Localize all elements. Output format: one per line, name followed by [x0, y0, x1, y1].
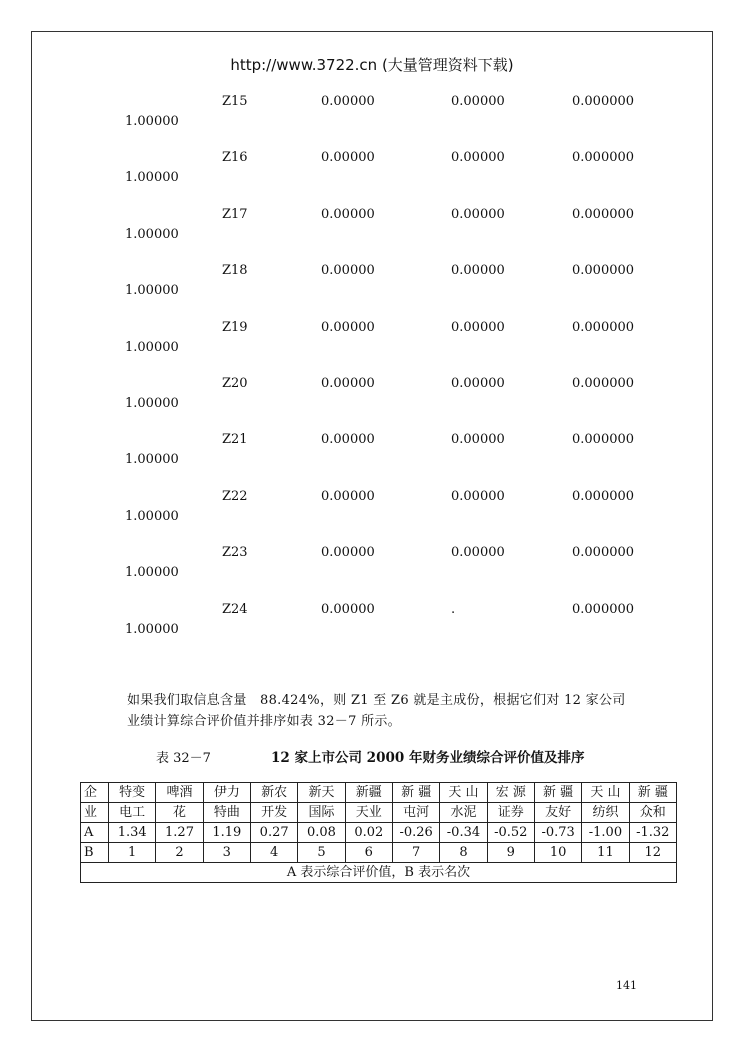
score-cell: -0.26	[392, 823, 439, 843]
z-label: Z19	[222, 319, 248, 335]
table-caption: 表 32－7	[156, 751, 211, 766]
company-name-cell: 天业	[345, 803, 392, 823]
table-row	[81, 783, 677, 803]
z-value: 0.00000	[451, 319, 505, 335]
score-cell: 1.34	[109, 823, 156, 843]
rank-cell: 7	[392, 843, 439, 863]
z-label: Z21	[222, 432, 248, 448]
company-name-cell: 花	[156, 803, 203, 823]
z-value: 0.00000	[321, 545, 375, 561]
body-paragraph: 如果我们取信息含量 88.424%，则 Z1 至 Z6 就是主成份，根据它们对 12 家公司业绩计算综合评价值并排序如表 32－7 所示。	[127, 693, 626, 729]
rank-cell: 3	[203, 843, 250, 863]
rank-cell: 1	[109, 843, 156, 863]
z-value: 1.00000	[125, 114, 179, 129]
company-name-cell: 宏 源	[487, 783, 534, 803]
z-value: 0.00000	[321, 263, 375, 279]
rank-cell: 2	[156, 843, 203, 863]
z-label: Z16	[222, 150, 248, 166]
table-row	[81, 863, 677, 883]
score-cell: -0.73	[534, 823, 581, 843]
z-value: 0.00000	[321, 488, 375, 504]
z-value: 0.000000	[572, 150, 635, 166]
z-value: 0.000000	[572, 263, 635, 279]
z-value: 0.00000	[321, 376, 375, 391]
score-cell: -1.00	[582, 823, 629, 843]
table-row	[81, 843, 677, 863]
z-value: 0.00000	[451, 432, 505, 448]
z-value: 0.00000	[321, 150, 375, 166]
z-label: Z22	[222, 488, 248, 504]
company-name-cell: 特曲	[203, 803, 250, 823]
score-cell: 1.19	[203, 823, 250, 843]
company-name-cell: 伊力	[203, 783, 250, 803]
row-label-b: B	[81, 843, 109, 863]
z-value: 1.00000	[125, 170, 179, 186]
z-value: 0.00000	[321, 319, 375, 335]
score-cell: 1.27	[156, 823, 203, 843]
z-row	[0, 94, 744, 134]
z-label: Z20	[222, 376, 248, 391]
score-cell: -1.32	[629, 823, 676, 843]
z-value: 0.000000	[572, 94, 635, 109]
z-value: 0.00000	[321, 94, 375, 109]
z-value: 0.00000	[321, 206, 375, 222]
company-name-cell: 天 山	[440, 783, 487, 803]
z-value: 1.00000	[125, 283, 179, 299]
z-value: .	[451, 601, 456, 617]
company-name-cell: 证券	[487, 803, 534, 823]
score-cell: 0.27	[250, 823, 297, 843]
z-value: 0.000000	[572, 432, 635, 448]
company-name-cell: 新 疆	[534, 783, 581, 803]
rank-cell: 8	[440, 843, 487, 863]
z-value: 1.00000	[125, 565, 179, 581]
company-name-cell: 新疆	[345, 783, 392, 803]
z-label: Z24	[222, 601, 248, 617]
z-row	[0, 432, 744, 472]
z-value: 0.000000	[572, 488, 635, 504]
z-row	[0, 489, 744, 529]
z-value: 1.00000	[125, 621, 179, 637]
rank-cell: 5	[298, 843, 345, 863]
z-value: 1.00000	[125, 508, 179, 524]
z-row	[0, 263, 744, 303]
rank-cell: 12	[629, 843, 676, 863]
z-value: 0.000000	[572, 206, 635, 222]
z-value: 0.00000	[451, 94, 505, 109]
company-name-cell: 开发	[250, 803, 297, 823]
company-name-cell: 特变	[109, 783, 156, 803]
z-value: 0.00000	[451, 376, 505, 391]
company-name-cell: 新 疆	[629, 783, 676, 803]
z-label: Z17	[222, 206, 248, 222]
company-name-cell: 天 山	[582, 783, 629, 803]
z-value: 1.00000	[125, 226, 179, 242]
rank-cell: 9	[487, 843, 534, 863]
rank-cell: 4	[250, 843, 297, 863]
score-cell: 0.08	[298, 823, 345, 843]
z-value: 1.00000	[125, 452, 179, 468]
z-value: 0.00000	[451, 488, 505, 504]
row-label-a: A	[81, 823, 109, 843]
z-value: 0.00000	[451, 150, 505, 166]
z-row	[0, 207, 744, 247]
z-value: 0.00000	[451, 545, 505, 561]
z-row	[0, 150, 744, 190]
score-cell: -0.52	[487, 823, 534, 843]
company-name-cell: 电工	[109, 803, 156, 823]
z-row	[0, 320, 744, 360]
z-value: 0.000000	[572, 601, 635, 617]
z-label: Z18	[222, 263, 248, 279]
company-name-cell: 众和	[629, 803, 676, 823]
company-name-cell: 水泥	[440, 803, 487, 823]
rank-cell: 10	[534, 843, 581, 863]
z-value: 0.00000	[321, 432, 375, 448]
rank-cell: 11	[582, 843, 629, 863]
z-row	[0, 376, 744, 416]
z-value: 0.000000	[572, 376, 635, 391]
z-value: 0.000000	[572, 545, 635, 561]
z-row	[0, 602, 744, 642]
company-name-cell: 纺织	[582, 803, 629, 823]
z-row	[0, 545, 744, 585]
row-header-cell: 企	[81, 783, 109, 803]
company-name-cell: 友好	[534, 803, 581, 823]
z-value: 1.00000	[125, 339, 179, 355]
evaluation-table	[80, 782, 677, 883]
z-label: Z23	[222, 545, 248, 561]
page-number: 141	[616, 979, 637, 992]
table-title: 12 家上市公司 2000 年财务业绩综合评价值及排序	[271, 750, 585, 766]
company-name-cell: 新天	[298, 783, 345, 803]
company-name-cell: 新 疆	[392, 783, 439, 803]
score-cell: -0.34	[440, 823, 487, 843]
company-name-cell: 屯河	[392, 803, 439, 823]
z-value: 0.00000	[321, 601, 375, 617]
page-header-url: http://www.3722.cn (大量管理资料下载)	[230, 56, 514, 74]
score-cell: 0.02	[345, 823, 392, 843]
table-footnote: A 表示综合评价值，B 表示名次	[81, 863, 677, 883]
z-value: 1.00000	[125, 396, 179, 411]
z-label: Z15	[222, 94, 248, 109]
table-row	[81, 823, 677, 843]
rank-cell: 6	[345, 843, 392, 863]
z-value: 0.00000	[451, 206, 505, 222]
z-value: 0.000000	[572, 319, 635, 335]
company-name-cell: 啤酒	[156, 783, 203, 803]
company-name-cell: 国际	[298, 803, 345, 823]
company-name-cell: 新农	[250, 783, 297, 803]
z-value: 0.00000	[451, 263, 505, 279]
table-row	[81, 803, 677, 823]
row-header-cell: 业	[81, 803, 109, 823]
